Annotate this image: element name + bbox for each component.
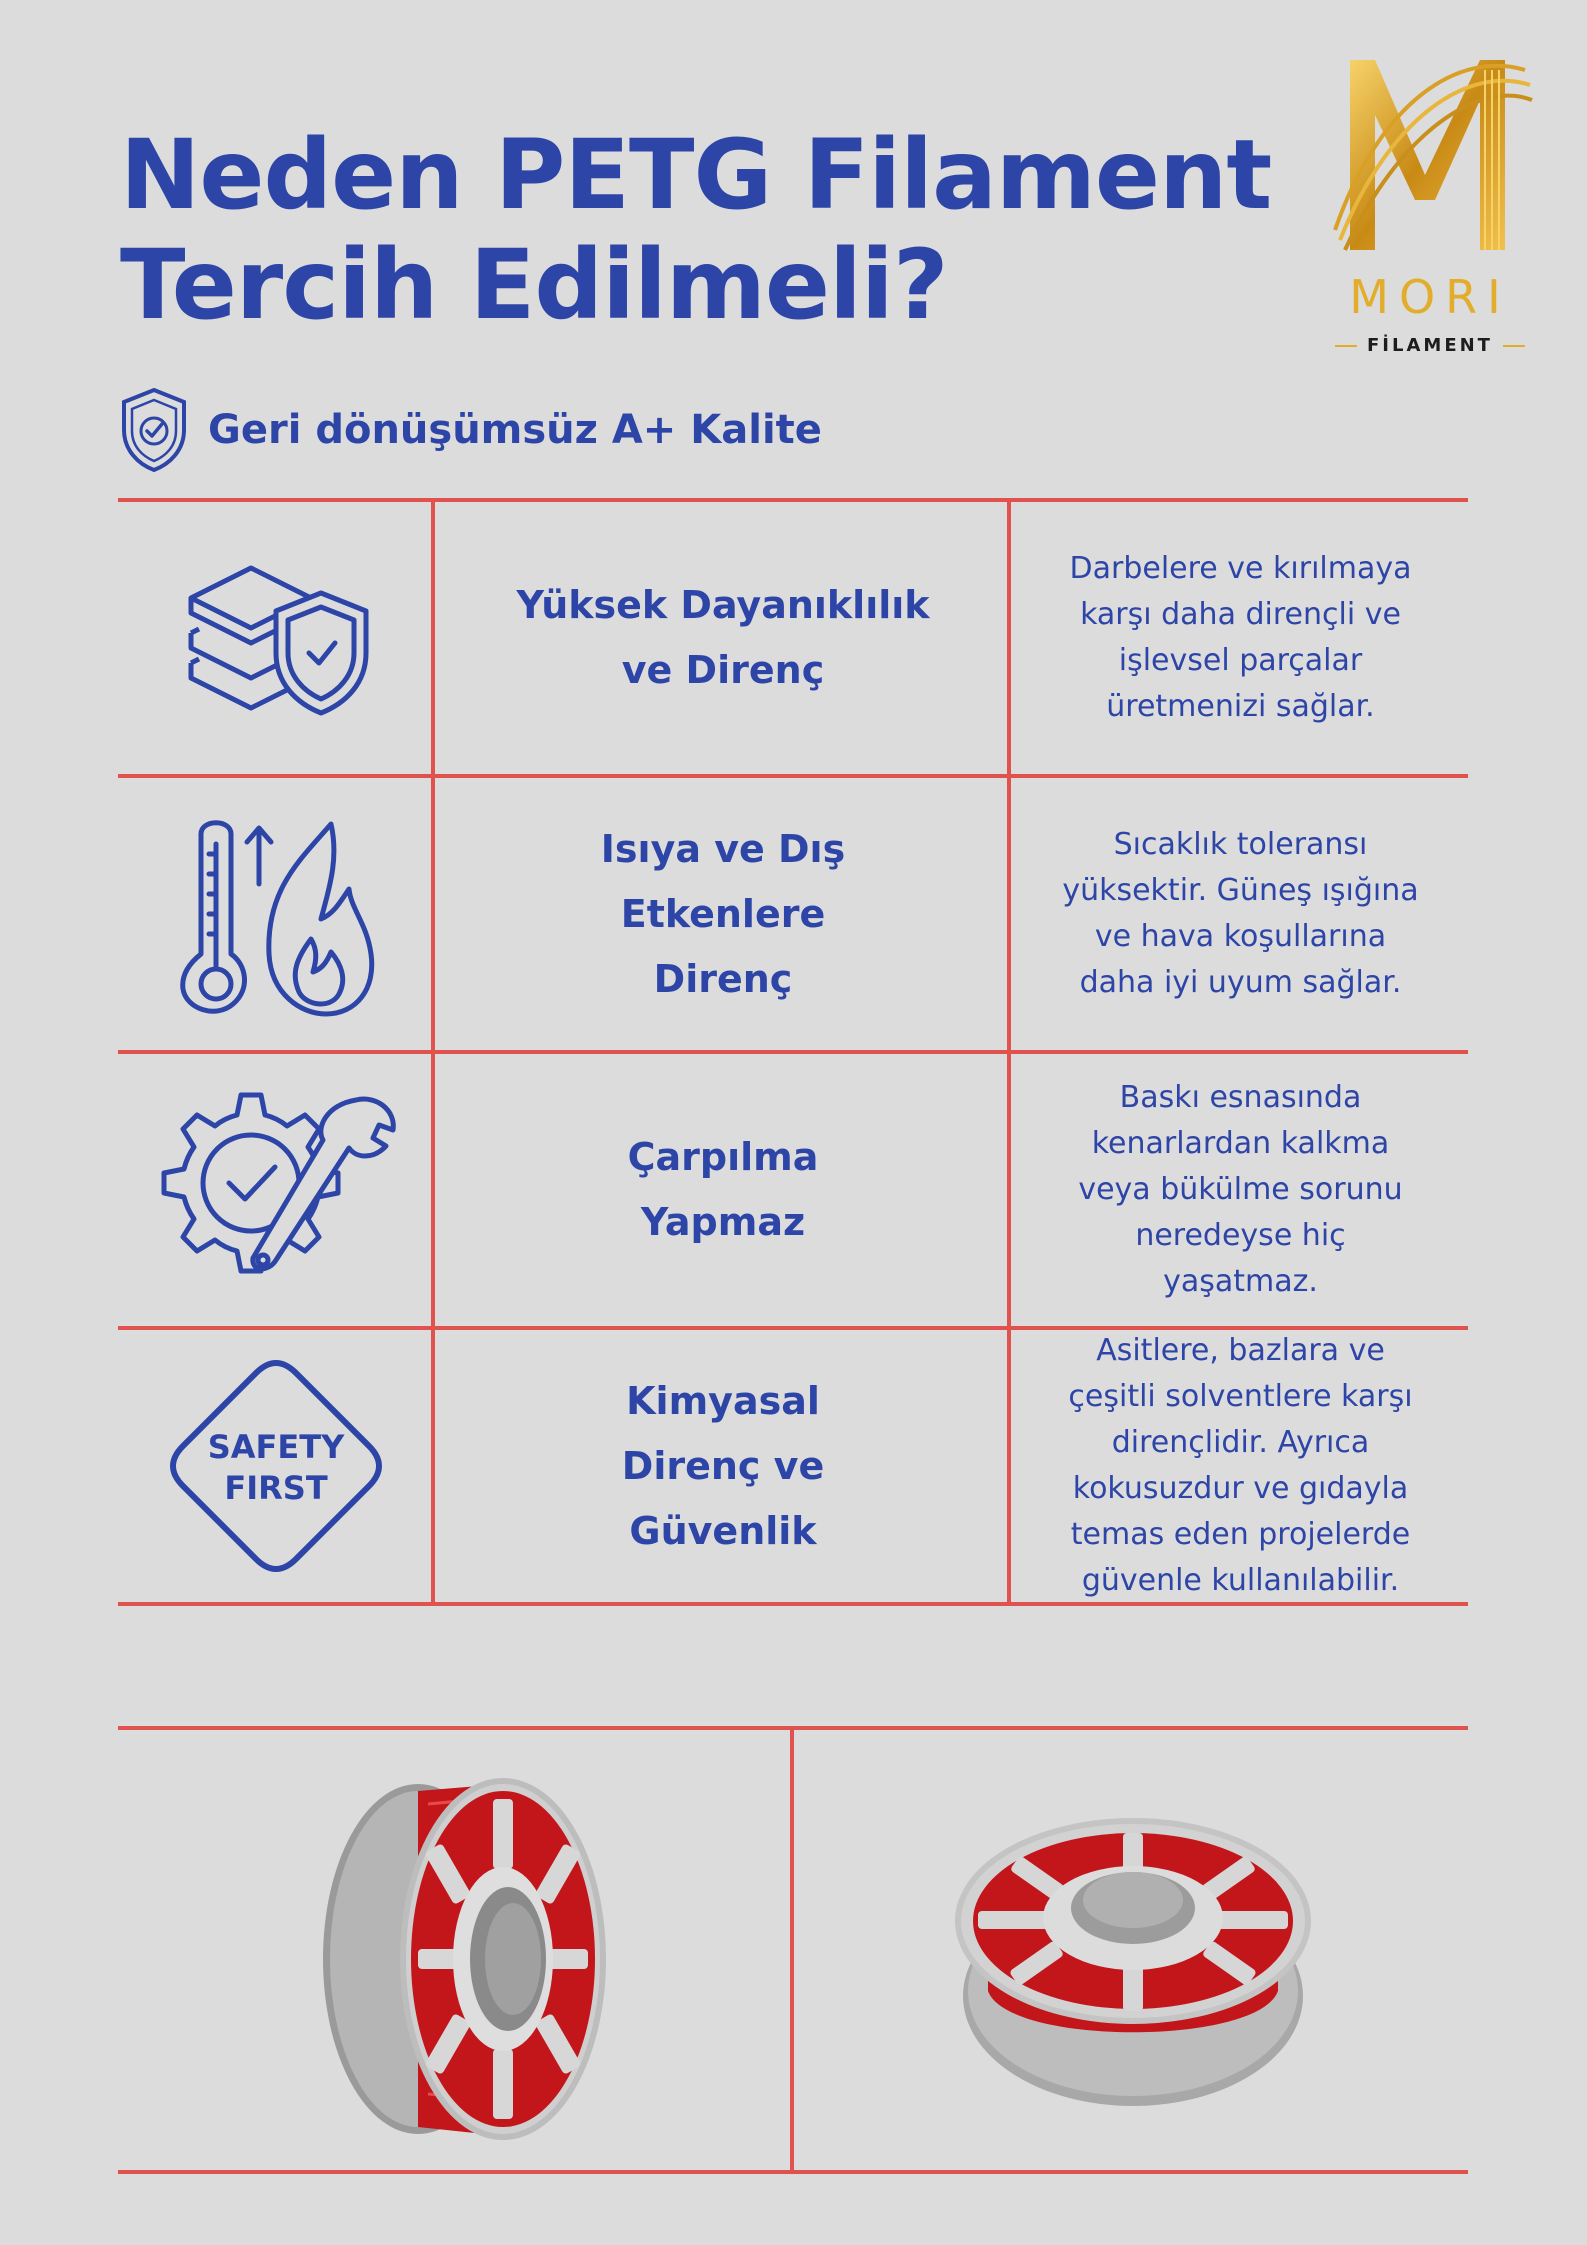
feature-row <box>118 1052 1468 1328</box>
filament-spool-side-image <box>288 1764 608 2144</box>
feature-title: Çarpılma Yapmaz <box>627 1135 819 1244</box>
safety-text-line-1: SAFETY <box>207 1428 344 1466</box>
page-title-line-1: Neden PETG Filament <box>120 119 1272 231</box>
feature-title: Isıya ve Dış Etkenlere Direnç <box>600 826 846 1001</box>
gear-wrench-icon <box>151 1080 401 1300</box>
quality-badge <box>118 385 822 475</box>
feature-description: Baskı esnasında kenarlardan kalkma veya bükülme sorunu neredeyse hiç yaşatmaz. <box>1078 1080 1403 1299</box>
feature-title: Kimyasal Direnç ve Güvenlik <box>621 1378 825 1553</box>
feature-description: Asitlere, bazlara ve çeşitli solventlere karşı dirençlidir. Ayrıca kokusuzdur ve gıdayla temas eden projelerde güvenle kullanılabilir. <box>1068 1333 1413 1598</box>
logo-name: MORI <box>1349 270 1511 324</box>
safety-first-sign-icon <box>161 1351 391 1581</box>
mori-monogram-icon <box>1320 40 1540 270</box>
brand-logo <box>1320 40 1540 370</box>
safety-text-line-2: FIRST <box>223 1469 328 1507</box>
feature-row <box>118 1328 1468 1604</box>
feature-row <box>118 776 1468 1052</box>
page-title-line-2: Tercih Edilmeli? <box>120 229 948 341</box>
logo-subtitle: FİLAMENT <box>1320 335 1540 356</box>
product-gallery <box>118 1726 1468 2174</box>
feature-description: Sıcaklık toleransı yüksektir. Güneş ışığına ve hava koşullarına daha iyi uyum sağlar. <box>1062 827 1419 1000</box>
shield-check-icon <box>118 386 190 474</box>
layers-shield-icon <box>171 543 381 733</box>
badge-label: Geri dönüşümsüz A+ Kalite <box>208 407 822 453</box>
features-table <box>118 498 1468 1604</box>
thermometer-flame-icon <box>171 804 381 1024</box>
gallery-column-divider <box>790 1726 794 2174</box>
feature-title: Yüksek Dayanıklılık ve Direnç <box>516 583 930 692</box>
filament-spool-top-image <box>948 1796 1318 2126</box>
page-title <box>120 119 1272 341</box>
feature-row <box>118 500 1468 776</box>
feature-description: Darbelere ve kırılmaya karşı daha dirençli ve işlevsel parçalar üretmenizi sağlar. <box>1069 551 1412 724</box>
